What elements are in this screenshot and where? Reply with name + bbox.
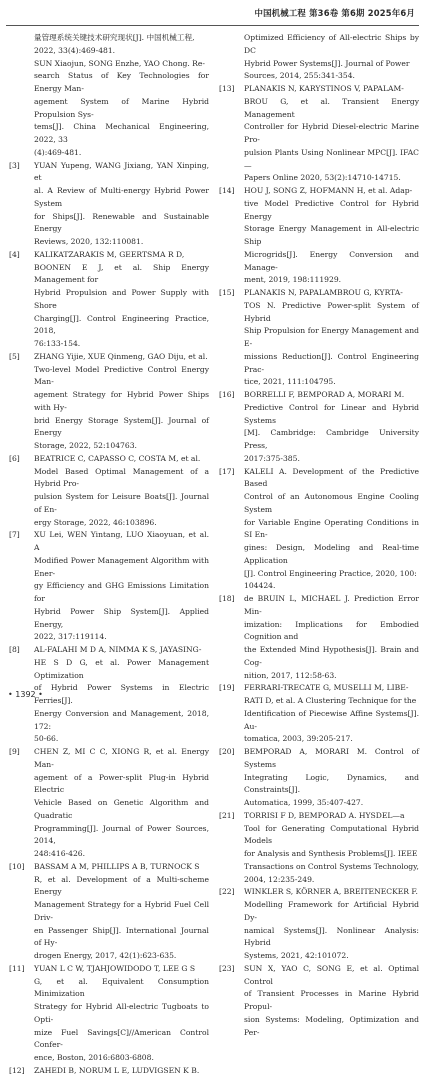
reference-entry xyxy=(9,1065,209,1078)
reference-text: de BRUIN L, MICHAEL J. Prediction Error Min- imization: Implications for Embodied Cognition and the Extended Mind Hypothesis[J]. Brain and Cog- nition, 2017, 112:58-63. xyxy=(244,594,419,680)
running-header: 中国机械工程 第36卷 第6期 2025年6月 xyxy=(254,8,415,18)
reference-text: HOU J, SONG Z, HOFMANN H, et al. Adap- tive Model Predictive Control for Hybrid Energy Storage Energy Management in All-electric Ship Microgrids[J]. Energy Conversion and Manage- ment, 2019, 198:111929. xyxy=(244,186,419,285)
reference-text: CHEN Z, MI C C, XIONG R, et al. Energy Man- agement of a Power-split Plug-in Hybrid Electric Vehicle Based on Genetic Algorithm and Quadratic Programming[J]. Journal of Power Sources, 2014, 248:416-426. xyxy=(34,747,209,858)
reference-text: YUAN Yupeng, WANG Jixiang, YAN Xinping, et al. A Review of Multi-energy Hybrid Power System for Ships[J]. Renewable and Sustainable Energy Reviews, 2020, 132:110081. xyxy=(34,160,209,246)
reference-entry xyxy=(219,810,419,887)
header-rule xyxy=(6,25,419,26)
left-reference-column xyxy=(9,32,209,1078)
reference-entry xyxy=(219,389,419,466)
reference-text: KALELI A. Development of the Predictive Based Control of an Autonomous Engine Cooling System for Variable Engine Operating Conditions in SI En- gines: Design, Modeling and Real-time Application [J]. Control Engineering Practice, 2020, 100: 104424. xyxy=(244,466,419,591)
reference-entry xyxy=(219,746,419,810)
reference-entry xyxy=(219,963,419,1040)
reference-text: 量管理系统关键技术研究现状[J]. 中国机械工程, 2022, 33(4):469-481. xyxy=(34,33,195,55)
reference-entry xyxy=(219,682,419,746)
reference-text: BASSAM A M, PHILLIPS A B, TURNOCK S R, et al. Development of a Multi-scheme Energy Management Strategy for a Hybrid Fuel Cell Driv- en Passenger Ship[J]. International Journal of Hy- drogen Energy, 2017, 42(1):623-635. xyxy=(34,861,209,960)
reference-number: [8] xyxy=(9,645,20,654)
reference-entry xyxy=(219,287,419,389)
reference-entry xyxy=(9,351,209,453)
reference-number: [9] xyxy=(9,747,20,756)
reference-text: AL-FALAHI M D A, NIMMA K S, JAYASING- HE S D G, et al. Power Management Optimization of Hybrid Power Systems in Electric Ferries[J]. Energy Conversion and Management, 2018, 172: 50-66. xyxy=(34,645,209,744)
reference-number: [20] xyxy=(219,747,235,756)
reference-entry xyxy=(219,185,419,287)
right-reference-column xyxy=(219,32,419,1039)
reference-number: [12] xyxy=(9,1065,25,1075)
reference-text: TORRISI F D, BEMPORAD A. HYSDEL—a Tool for Generating Computational Hybrid Models for Analysis and Synthesis Problems[J]. IEEE Transactions on Control Systems Technology, 2004, 12:235-249. xyxy=(244,810,419,884)
reference-text: SUN Xiaojun, SONG Enzhe, YAO Chong. Re- search Status of Key Technologies for Energy Man- agement System of Marine Hybrid Propulsion Sys- tems[J]. China Mechanical Engineering, 2022, 33 (4):469-481. xyxy=(34,58,209,157)
reference-entry xyxy=(219,593,419,682)
reference-text: BEMPORAD A, MORARI M. Control of Systems Integrating Logic, Dynamics, and Constraints[J]. Automatica, 1999, 35:407-427. xyxy=(244,747,419,807)
reference-entry xyxy=(9,746,209,861)
reference-number: [13] xyxy=(219,84,235,93)
reference-entry xyxy=(9,160,209,249)
reference-number: [23] xyxy=(219,963,235,973)
reference-entry xyxy=(219,886,419,963)
reference-number: [3] xyxy=(9,160,20,170)
reference-text: YUAN L C W, TJAHJOWIDODO T, LEE G S G, et al. Equivalent Consumption Minimization Strategy for Hybrid All-electric Tugboats to Opti- mize Fuel Savings[C]//American Control Confer- ence, Boston, 2016:6803-6808. xyxy=(34,963,209,1062)
reference-text: KALIKATZARAKIS M, GEERTSMA R D, BOONEN E J, et al. Ship Energy Management for Hybrid Propulsion and Power Supply with Shore Charging[J]. Control Engineering Practice, 2018, 76:133-154. xyxy=(34,249,209,348)
reference-entry xyxy=(9,249,209,351)
reference-number: [22] xyxy=(219,887,235,897)
reference-number: [7] xyxy=(9,530,20,540)
reference-text: ZHANG Yijie, XUE Qinmeng, GAO Diju, et al. Two-level Model Predictive Control Energy Man- agement Strategy for Hybrid Power Ships with Hy- brid Energy Storage System[J]. Journal of Energy Storage, 2022, 52:104763. xyxy=(34,351,209,450)
page-number: • 1392 • xyxy=(8,690,43,699)
reference-text: SUN X, YAO C, SONG E, et al. Optimal Control of Transient Processes in Marine Hybrid Propul- sion Systems: Modeling, Optimization and Per- xyxy=(244,963,419,1037)
reference-text: ZAHEDI B, NORUM L E, LUDVIGSEN K B. xyxy=(34,1065,200,1075)
reference-number: [11] xyxy=(9,963,25,973)
reference-number: [10] xyxy=(9,861,25,871)
reference-entry xyxy=(9,32,209,58)
reference-number: [15] xyxy=(219,288,235,297)
reference-entry xyxy=(9,453,209,530)
reference-text: XU Lei, WEN Yintang, LUO Xiaoyuan, et al. A Modified Power Management Algorithm with Ener- gy Efficiency and GHG Emissions Limitation for Hybrid Power Ship System[J]. Applied Energy, 2022, 317:119114. xyxy=(34,530,209,642)
reference-text: PLANAKIS N, KARYSTINOS V, PAPALAM- BROU G, et al. Transient Energy Management Controller for Hybrid Diesel-electric Marine Pro- pulsion Plants Using Nonlinear MPC[J]. IFAC— Papers Online 2020, 53(2):14710-14715. xyxy=(244,84,419,183)
reference-number: [5] xyxy=(9,351,20,361)
reference-number: [17] xyxy=(219,466,235,476)
reference-entry xyxy=(9,861,209,963)
reference-entry xyxy=(219,83,419,185)
reference-text: FERRARI-TRECATE G, MUSELLI M, LIBE- RATI D, et al. A Clustering Technique for the Identification of Piecewise Affine Systems[J]. Au- tomatica, 2003, 39:205-217. xyxy=(244,683,419,744)
reference-text: Optimized Efficiency of All-electric Ships by DC Hybrid Power Systems[J]. Journal of Power Sources, 2014, 255:341-354. xyxy=(244,33,419,81)
reference-number: [21] xyxy=(219,810,235,820)
reference-number: [4] xyxy=(9,249,20,259)
reference-text: BEATRICE C, CAPASSO C, COSTA M, et al. Model Based Optimal Management of a Hybrid Pro- pulsion System for Leisure Boats[J]. Journal of En- ergy Storage, 2022, 46:103896. xyxy=(34,453,209,527)
reference-entry xyxy=(219,32,419,83)
reference-number: [6] xyxy=(9,453,20,463)
reference-text: BORRELLI F, BEMPORAD A, MORARI M. Predictive Control for Linear and Hybrid Systems [M]. Cambridge: Cambridge University Press, 2017:375-385. xyxy=(244,390,419,463)
reference-entry xyxy=(9,963,209,1065)
reference-entry xyxy=(9,529,209,644)
reference-number: [14] xyxy=(219,186,235,195)
reference-entry xyxy=(9,58,209,160)
reference-text: WINKLER S, KÖRNER A, BREITENECKER F. Modelling Framework for Artificial Hybrid Dy- namical Systems[J]. Nonlinear Analysis: Hybrid Systems, 2021, 42:101072. xyxy=(244,887,419,960)
reference-number: [18] xyxy=(219,594,235,603)
reference-number: [19] xyxy=(219,683,235,693)
reference-text: PLANAKIS N, PAPALAMBROU G, KYRTA- TOS N. Predictive Power-split System of Hybrid Ship Propulsion for Energy Management and E- missions Reduction[J]. Control Engineering Prac- tice, 2021, 111:104795. xyxy=(244,288,419,387)
reference-number: [16] xyxy=(219,390,235,399)
reference-entry xyxy=(219,466,419,594)
